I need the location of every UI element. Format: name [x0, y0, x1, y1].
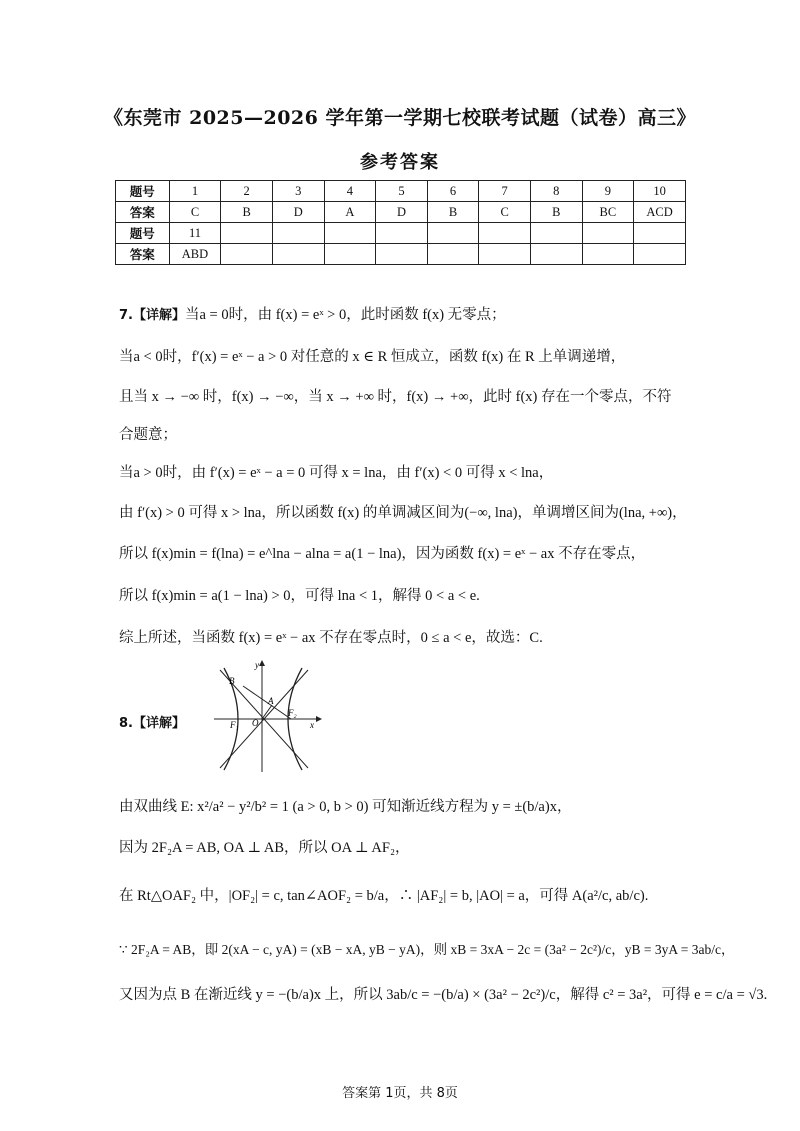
empty-cell — [582, 244, 634, 265]
answer-cell: ABD — [169, 244, 221, 265]
row-header: 答案 — [116, 244, 170, 265]
empty-cell — [221, 223, 273, 244]
q8-line-5: 又因为点 B 在渐近线 y = −(b/a)x 上，所以 3ab/c = −(b/a) × (3a² − 2c²)/c，解得 c² = 3a²，可得 e = c/a = √3. — [119, 987, 768, 1003]
q7-line-5: 当a > 0时，由 f′(x) = eˣ − a = 0 可得 x = lna，由 f′(x) < 0 可得 x < lna， — [119, 465, 554, 481]
q7-line-6: 由 f′(x) > 0 可得 x > lna，所以函数 f(x) 的单调减区间为(−∞, lna)，单调增区间为(lna, +∞)， — [119, 505, 687, 521]
q7-label: 7.【详解】 — [119, 308, 185, 323]
q8-label: 8.【详解】 — [119, 716, 185, 731]
q7-line-7: 所以 f(x)min = f(lna) = e^lna − alna = a(1 − lna)，因为函数 f(x) = eˣ − ax 不存在零点， — [119, 546, 646, 562]
label-a: A — [268, 696, 274, 706]
answer-cell: B — [221, 202, 273, 223]
answer-cell: C — [479, 202, 531, 223]
x-axis-arrow — [316, 716, 322, 722]
table-row — [116, 202, 686, 223]
question-number: 1 — [169, 181, 221, 202]
table-row — [116, 223, 686, 244]
answer-cell: D — [376, 202, 428, 223]
q8-line-4: ∵ 2F₂A = AB，即 2(xA − c, yA) = (xB − xA, yB − yA)，则 xB = 3xA − 2c = (3a² − 2c²)/c，yB = 3yA = 3ab/c， — [119, 942, 735, 957]
empty-cell — [479, 244, 531, 265]
empty-cell — [376, 244, 428, 265]
answer-cell: B — [427, 202, 479, 223]
answer-cell: B — [530, 202, 582, 223]
empty-cell — [324, 223, 376, 244]
q8-label-line — [119, 712, 185, 732]
empty-cell — [221, 244, 273, 265]
question-number: 4 — [324, 181, 376, 202]
answer-cell: D — [272, 202, 324, 223]
answer-cell: BC — [582, 202, 634, 223]
question-number: 3 — [272, 181, 324, 202]
table-row — [116, 181, 686, 202]
question-number: 5 — [376, 181, 428, 202]
answer-cell: A — [324, 202, 376, 223]
page-subtitle: 参考答案 — [360, 152, 440, 173]
label-f2: F₂ — [288, 708, 297, 718]
answer-table — [115, 180, 686, 265]
question-number: 8 — [530, 181, 582, 202]
q8-line-3: 在 Rt△OAF₂ 中，|OF₂| = c, tan∠AOF₂ = b/a，∴ |AF₂| = b, |AO| = a，可得 A(a²/c, ab/c). — [119, 888, 649, 904]
q7-line-1 — [119, 303, 506, 324]
empty-cell — [582, 223, 634, 244]
question-number: 2 — [221, 181, 273, 202]
q8-line-2: 因为 2F₂A = AB, OA ⊥ AB，所以 OA ⊥ AF₂， — [119, 840, 410, 856]
row-header: 答案 — [116, 202, 170, 223]
empty-cell — [427, 244, 479, 265]
empty-cell — [479, 223, 531, 244]
label-o: O — [252, 718, 259, 728]
answer-cell: C — [169, 202, 221, 223]
q7-line-2: 当a < 0时，f′(x) = eˣ − a > 0 对任意的 x ∈ R 恒成立，函数 f(x) 在 R 上单调递增， — [119, 349, 626, 365]
question-number: 7 — [479, 181, 531, 202]
empty-cell — [376, 223, 428, 244]
question-number: 10 — [634, 181, 686, 202]
q7-text-1: 当a = 0时，由 f(x) = eˣ > 0，此时函数 f(x) 无零点； — [184, 307, 506, 323]
label-y: y — [255, 660, 259, 670]
page-footer: 答案第 1页，共 8页 — [342, 1086, 458, 1101]
row-header: 题号 — [116, 181, 170, 202]
empty-cell — [427, 223, 479, 244]
empty-cell — [324, 244, 376, 265]
empty-cell — [530, 244, 582, 265]
empty-cell — [272, 244, 324, 265]
question-number: 9 — [582, 181, 634, 202]
question-number: 11 — [169, 223, 221, 244]
page-title: 《东莞市 2025—2026 学年第一学期七校联考试题（试卷）高三》 — [104, 107, 696, 129]
empty-cell — [634, 244, 686, 265]
answer-cell: ACD — [634, 202, 686, 223]
label-x: x — [310, 720, 314, 730]
empty-cell — [530, 223, 582, 244]
row-header: 题号 — [116, 223, 170, 244]
empty-cell — [272, 223, 324, 244]
empty-cell — [634, 223, 686, 244]
label-b: B — [229, 676, 235, 686]
segment-f2-b — [243, 686, 291, 719]
q8-line-1: 由双曲线 E: x²/a² − y²/b² = 1 (a > 0, b > 0) 可知渐近线方程为 y = ±(b/a)x， — [119, 799, 572, 815]
label-f1: F₁ — [230, 720, 239, 730]
y-axis-arrow — [259, 660, 265, 666]
q7-line-3: 且当 x → −∞ 时，f(x) → −∞，当 x → +∞ 时，f(x) → +∞，此时 f(x) 存在一个零点，不符 — [119, 389, 672, 405]
q7-line-4: 合题意； — [119, 427, 177, 443]
question-number: 6 — [427, 181, 479, 202]
hyperbola-figure — [212, 660, 322, 772]
q7-line-8: 所以 f(x)min = a(1 − lna) > 0，可得 lna < 1，解得 0 < a < e. — [119, 588, 480, 604]
table-row — [116, 244, 686, 265]
q7-line-9: 综上所述，当函数 f(x) = eˣ − ax 不存在零点时，0 ≤ a < e，故选：C. — [119, 630, 543, 646]
